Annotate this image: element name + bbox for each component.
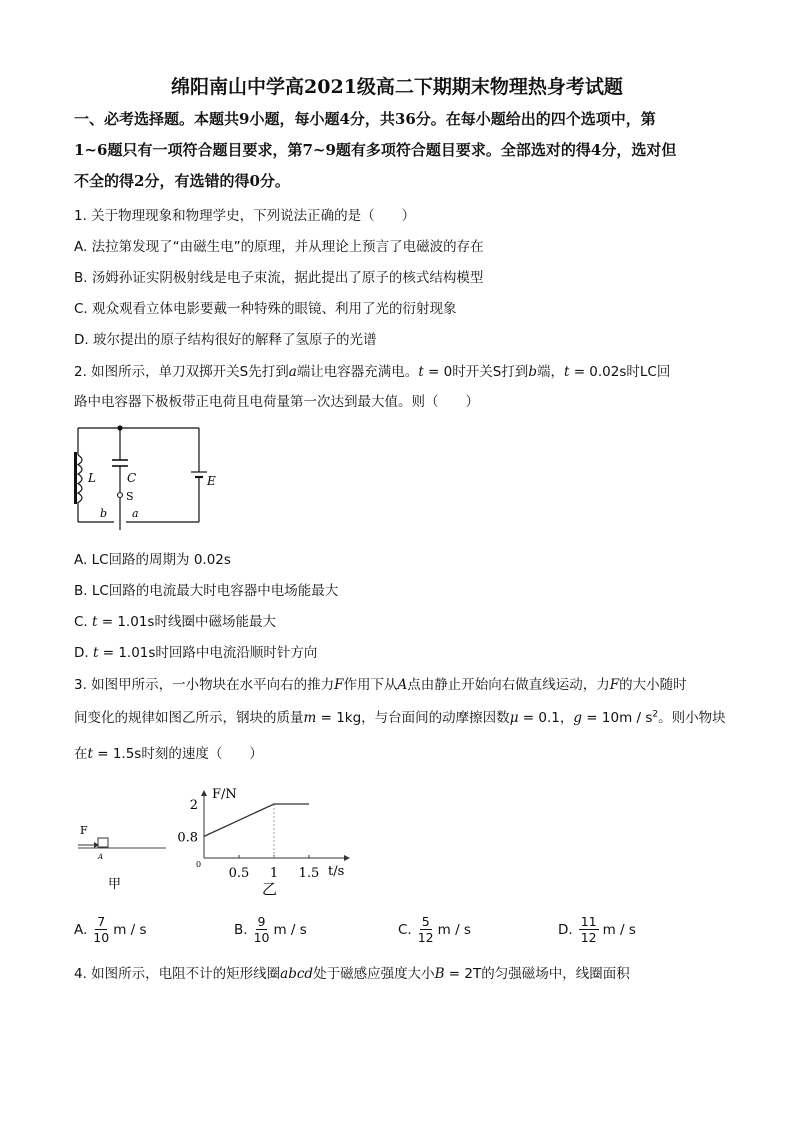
label-S: S [126, 490, 134, 503]
fraction: $\frac{9}{10}$ [253, 914, 270, 945]
fig-jia-label-F: F [80, 824, 88, 837]
q2-option-b: B. LC回路的电流最大时电容器中电场能最大 [74, 583, 339, 599]
q3-option-d: D. $\frac{11}{12}$ m / s [558, 914, 636, 945]
figure-yi-graph [172, 776, 362, 904]
fraction: $\frac{5}{12}$ [417, 914, 434, 945]
q2-stem-line-2: 路中电容器下极板带正电荷且电荷量第一次达到最大值。则（ ） [74, 394, 479, 410]
q2-option-c: C. t = 1.01s时线圈中磁场能最大 [74, 614, 276, 630]
q1-stem: 1. 关于物理现象和物理学史，下列说法正确的是（ ） [74, 208, 416, 224]
q3-stem-line-1: 3. 如图甲所示，一小物块在水平向右的推力F作用下从A点由静止开始向右做直线运动，力F的大小随时 [74, 677, 687, 693]
label-C: C [127, 471, 137, 485]
block-icon [98, 838, 108, 847]
label-b: b [100, 507, 108, 520]
origin-label: 0 [196, 860, 202, 869]
q3-option-a: A. $\frac{7}{10}$ m / s [74, 914, 147, 945]
fig-jia-label-A: A [98, 853, 104, 861]
x-axis-label: t/s [328, 864, 345, 879]
q2-option-d: D. t = 1.01s时回路中电流沿顺时针方向 [74, 645, 318, 661]
section-line-3: 不全的得2分，有选错的得0分。 [74, 172, 290, 190]
fraction: $\frac{7}{10}$ [93, 914, 110, 945]
q1-option-a: A. 法拉第发现了“由磁生电”的原理，并从理论上预言了电磁波的存在 [74, 239, 484, 255]
q2-stem-line-1: 2. 如图所示，单刀双掷开关S先打到a端让电容器充满电。t = 0时开关S打到b端，t = 0.02s时LC回 [74, 364, 671, 380]
fig-yi-caption: 乙 [262, 880, 278, 898]
y-tick-label: 0.8 [177, 830, 198, 846]
label-E: E [207, 474, 216, 488]
q4-stem: 4. 如图所示，电阻不计的矩形线圈abcd处于磁感应强度大小B = 2T的匀强磁场中，线圈面积 [74, 966, 630, 982]
inductor-core [74, 452, 77, 504]
q1-option-c: C. 观众观看立体电影要戴一种特殊的眼镜、利用了光的衍射现象 [74, 301, 457, 317]
q3-options [74, 914, 674, 954]
x-tick-label: 0.5 [228, 866, 250, 881]
switch-pivot [118, 493, 123, 498]
section-instructions [74, 104, 724, 197]
y-tick-label: 2 [189, 798, 198, 813]
section-line-1: 一、必考选择题。本题共9小题，每小题4分，共36分。在每小题给出的四个选项中，第 [74, 110, 656, 128]
q3-option-c: C. $\frac{5}{12}$ m / s [398, 914, 471, 945]
x-tick-label: 1.5 [298, 866, 320, 881]
inductor-coil-icon [78, 455, 82, 503]
x-tick-label: 1 [269, 866, 279, 881]
label-a: a [132, 507, 139, 520]
fig-jia-caption: 甲 [108, 877, 122, 892]
page-title: 绵阳南山中学高2021级高二下期期末物理热身考试题 [171, 76, 623, 98]
y-axis-label: F/N [212, 787, 237, 802]
lc-circuit-diagram [70, 420, 230, 532]
q3-option-b: B. $\frac{9}{10}$ m / s [234, 914, 307, 945]
q1-option-d: D. 玻尔提出的原子结构很好的解释了氢原子的光谱 [74, 332, 377, 348]
series-line-force [204, 804, 309, 836]
section-line-2: 1~6题只有一项符合题目要求，第7~9题有多项符合题目要求。全部选对的得4分，选对但 [74, 141, 677, 159]
q2-option-a: A. LC回路的周期为 0.02s [74, 552, 231, 568]
q3-stem-line-2: 间变化的规律如图乙所示，钢块的质量m = 1kg，与台面间的动摩擦因数μ = 0.1，$g = 10m / s^2$。则小物块 [74, 709, 726, 726]
fraction: $\frac{11}{12}$ [580, 914, 597, 945]
x-axis-arrow-icon [344, 855, 350, 861]
q3-stem-line-3: 在t = 1.5s时刻的速度（ ） [74, 746, 263, 762]
q1-option-b: B. 汤姆孙证实阴极射线是电子束流，据此提出了原子的核式结构模型 [74, 270, 484, 286]
label-L: L [88, 471, 96, 485]
y-axis-arrow-icon [201, 790, 207, 796]
figure-jia [74, 818, 170, 900]
